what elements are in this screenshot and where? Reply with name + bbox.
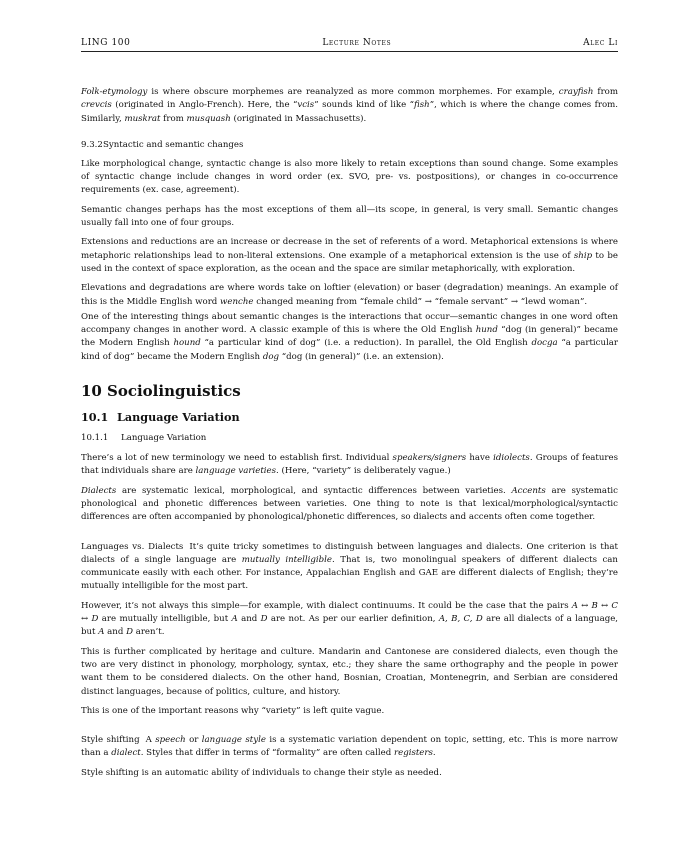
paragraph-style-shifting bbox=[81, 734, 618, 761]
subsection-heading bbox=[81, 410, 618, 425]
text: are all dialects of a language, but bbox=[81, 614, 619, 638]
text: . That is, two monolingual speakers of different dialects can communicate easily with each other. For instance, Appalachian English and GAE are different dialects of English; they’re mutually intelligible for the most part. bbox=[81, 554, 618, 592]
term: registers bbox=[394, 748, 433, 759]
text: have bbox=[466, 453, 494, 464]
run-in-heading: Languages vs. Dialects bbox=[81, 541, 184, 552]
paragraph-variety-vague: This is one of the important reasons why “variety” is left quite vague. bbox=[81, 705, 385, 716]
term: Dialects bbox=[81, 485, 117, 496]
paragraph-dialects-accents bbox=[81, 485, 618, 525]
header-title: Lecture Notes bbox=[322, 38, 392, 48]
term: language style bbox=[201, 735, 266, 746]
paragraph-languages-vs-dialects bbox=[81, 541, 618, 594]
term: Accents bbox=[511, 485, 546, 496]
math: A bbox=[98, 627, 105, 638]
text: “a particular kind of dog” became the Modern English bbox=[81, 338, 618, 362]
math: A ↔ B ↔ C ↔ D bbox=[81, 600, 618, 625]
text: . Groups of features that individuals share are bbox=[81, 453, 619, 477]
math: A bbox=[231, 614, 238, 625]
text: (originated in Anglo-French). Here, the “ bbox=[111, 100, 298, 111]
text: “dog (in general)” (i.e. an extension). bbox=[279, 351, 444, 362]
math: A, B, C, D bbox=[438, 614, 483, 625]
text: from bbox=[160, 113, 187, 124]
paragraph-terminology bbox=[81, 452, 618, 479]
paragraph-semantic-change: Semantic changes perhaps has the most exceptions of them all—its scope, in general, is very small. Semantic changes usually fall into one of four groups. bbox=[81, 204, 618, 229]
paragraph-extensions bbox=[81, 236, 618, 276]
paragraph-dialect-continuum bbox=[81, 600, 618, 640]
section-title: Language Variation bbox=[121, 433, 207, 444]
text: are not. As per our earlier definition, bbox=[267, 614, 439, 625]
term: vcis bbox=[297, 100, 315, 111]
paragraph-syntactic-change: Like morphological change, syntactic change is also more likely to retain exceptions than sound change. Some examples of syntactic change include changes in word order (ex. SVO, pre- vs. postpositions), or changes in co-occurrence requirements (ex. case, agreement). bbox=[81, 158, 618, 196]
paragraph-folk-etymology bbox=[81, 86, 618, 126]
text: changed meaning from “female child” → “female servant” → “lewd woman”. bbox=[253, 296, 588, 307]
term: dog bbox=[262, 351, 280, 362]
term: mutually intelligible bbox=[241, 554, 332, 565]
text: It’s quite tricky sometimes to distinguish between languages and dialects. One criterion is that dialects of a single language are bbox=[81, 541, 618, 565]
term: fish bbox=[414, 100, 430, 111]
text: Extensions and reductions are an increase or decrease in the set of referents of a word. Metaphorical extensions is where metaphoric relationships lead to non-literal extensions. One example of a metaphorical extension is the use of bbox=[81, 237, 618, 261]
text: “a particular kind of dog” (i.e. a reduction). In parallel, the Old English bbox=[200, 338, 532, 349]
run-in-heading: Style shifting bbox=[81, 735, 140, 746]
term: Folk-etymology bbox=[81, 87, 148, 97]
text: A bbox=[145, 735, 156, 746]
text: One of the interesting things about semantic changes is the interactions that occur—semantic changes in one word often accompany changes in another word. A classic example of this is where the Old English bbox=[81, 311, 618, 336]
math: D bbox=[260, 614, 268, 625]
math: D bbox=[126, 627, 133, 638]
text: “dog (in general)” became the Modern English bbox=[81, 325, 618, 349]
paragraph-automatic-ability: Style shifting is an automatic ability of individuals to change their style as needed. bbox=[81, 767, 442, 778]
subsubsection-heading bbox=[81, 139, 618, 152]
term: crevcis bbox=[81, 100, 112, 111]
header-author: Alec Li bbox=[583, 38, 618, 48]
section-title: Language Variation bbox=[117, 410, 240, 425]
section-number: 9.3.2 bbox=[81, 139, 103, 150]
text: to be used in the context of space exploration, as the ocean and the space are similar metaphorically, with exploration. bbox=[81, 250, 618, 274]
term: idiolects bbox=[493, 453, 530, 464]
term: hund bbox=[475, 325, 498, 336]
text: and bbox=[237, 614, 261, 625]
term: docga bbox=[531, 338, 558, 349]
term: musquash bbox=[186, 113, 231, 124]
document-page bbox=[81, 38, 618, 780]
text: are mutually intelligible, but bbox=[98, 614, 232, 625]
subsubsection-heading bbox=[81, 432, 618, 445]
term: muskrat bbox=[124, 113, 161, 124]
text: . Styles that differ in terms of “formality” are often called bbox=[140, 748, 394, 759]
text: and bbox=[104, 627, 127, 638]
text: aren’t. bbox=[132, 627, 165, 638]
text: are systematic lexical, morphological, and syntactic differences between varieties. bbox=[116, 485, 512, 496]
term: wenche bbox=[220, 296, 254, 307]
text: Elevations and degradations are where words take on loftier (elevation) or baser (degradation) meanings. An example of this is the Middle English word bbox=[81, 283, 618, 307]
running-header bbox=[81, 38, 618, 50]
paragraph-elevations bbox=[81, 282, 618, 309]
term: speech bbox=[155, 735, 186, 746]
section-number: 10.1 bbox=[81, 410, 109, 425]
text: However, it’s not always this simple—for example, with dialect continuums. It could be the case that the pairs bbox=[81, 600, 572, 611]
text: ”, which is where the change comes from. Similarly, bbox=[81, 100, 618, 124]
text: . bbox=[432, 748, 436, 759]
section-heading bbox=[81, 381, 618, 401]
section-number: 10 bbox=[81, 382, 102, 401]
term: language varieties bbox=[195, 466, 277, 477]
term: ship bbox=[573, 250, 593, 261]
text: ” sounds kind of like “ bbox=[314, 100, 415, 111]
section-title: Syntactic and semantic changes bbox=[103, 139, 244, 150]
term: dialect bbox=[111, 748, 141, 759]
section-number: 10.1.1 bbox=[81, 433, 109, 444]
section-title: Sociolinguistics bbox=[107, 382, 241, 401]
term: crayfish bbox=[558, 87, 594, 97]
text: There’s a lot of new terminology we need to establish first. Individual bbox=[81, 453, 393, 464]
text: from bbox=[593, 87, 619, 97]
header-course: LING 100 bbox=[81, 38, 131, 48]
text: is where obscure morphemes are reanalyzed as more common morphemes. For example, bbox=[147, 87, 559, 97]
text: is a systematic variation dependent on topic, setting, etc. This is more narrow than a bbox=[81, 735, 619, 759]
text: (originated in Massachusetts). bbox=[230, 113, 367, 124]
text: . (Here, “variety” is deliberately vague.) bbox=[276, 466, 451, 477]
paragraph-interactions bbox=[81, 311, 618, 364]
text: are systematic phonological and phonetic differences between varieties. One thing to note is that lexical/morphological/syntactic differences are often accompanied by phonological/phonetic differences, so dialects and accents often come together. bbox=[81, 485, 618, 523]
text: or bbox=[185, 735, 202, 746]
paragraph-heritage-culture: This is further complicated by heritage and culture. Mandarin and Cantonese are considered dialects, even though the two are very distinct in phonology, morphology, syntax, etc.; they share the same orthography and the people in power want them to be considered dialects. On the other hand, Bosnian, Croatian, Montenegrin, and Serbian are considered distinct languages, because of politics, culture, and history. bbox=[81, 646, 618, 697]
term: hound bbox=[173, 338, 201, 349]
term: speakers/signers bbox=[392, 453, 467, 464]
